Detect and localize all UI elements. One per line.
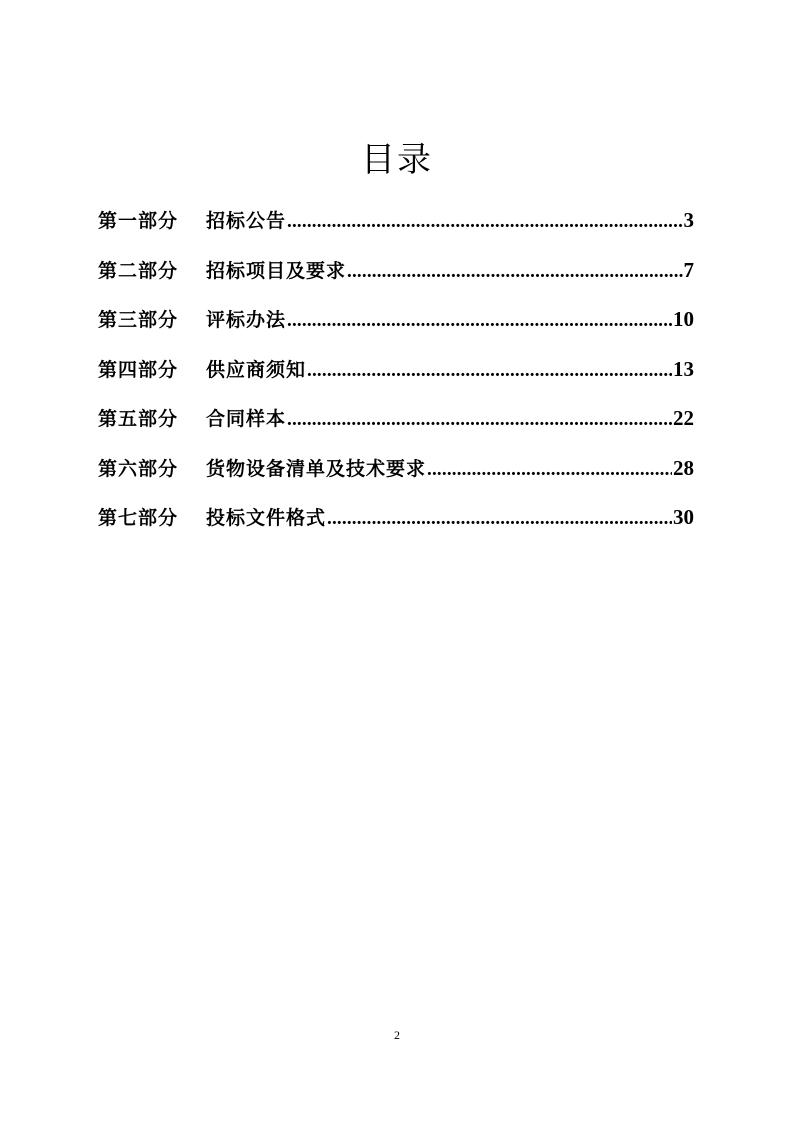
toc-entry-1[interactable] <box>98 205 694 255</box>
toc-entry-5[interactable] <box>98 403 694 453</box>
toc-part-label: 第一部分 <box>98 210 179 232</box>
toc-part-label: 第六部分 <box>98 457 179 480</box>
toc-entry-2[interactable] <box>98 255 694 305</box>
footer-page-number: 2 <box>394 1028 400 1042</box>
toc-page-number: 28 <box>673 455 694 480</box>
toc-part-label: 第五部分 <box>98 408 179 430</box>
toc-dot-leader <box>287 306 672 336</box>
toc-entry-3[interactable] <box>98 304 694 354</box>
toc-page-number: 13 <box>673 356 694 381</box>
toc-dot-leader <box>307 356 672 386</box>
toc-dot-leader <box>287 405 672 435</box>
toc-dot-leader <box>287 207 682 237</box>
toc-section-title: 评标办法 <box>206 309 287 331</box>
toc-page-number: 22 <box>673 406 694 430</box>
toc-section-title: 招标项目及要求 <box>206 259 347 282</box>
toc-part-label: 第三部分 <box>98 309 179 331</box>
toc-page-number: 7 <box>683 257 694 282</box>
toc-page-number: 10 <box>673 307 694 331</box>
toc-dot-leader <box>427 455 672 485</box>
page-title: 目录 <box>361 140 433 180</box>
toc-part-label: 第四部分 <box>98 358 179 381</box>
toc-section-title: 货物设备清单及技术要求 <box>206 457 427 480</box>
toc-dot-leader <box>347 257 682 287</box>
toc-entry-7[interactable] <box>98 502 694 552</box>
toc-part-label: 第二部分 <box>98 259 179 282</box>
toc-dot-leader <box>327 504 672 534</box>
toc-section-title: 合同样本 <box>206 408 287 430</box>
toc-page-number: 3 <box>683 208 694 232</box>
toc-section-title: 投标文件格式 <box>206 507 327 529</box>
toc-entry-6[interactable] <box>98 453 694 503</box>
toc-entry-4[interactable] <box>98 354 694 404</box>
table-of-contents <box>98 205 694 552</box>
toc-section-title: 供应商须知 <box>206 358 307 381</box>
toc-page-number: 30 <box>673 505 694 529</box>
toc-part-label: 第七部分 <box>98 507 179 529</box>
toc-section-title: 招标公告 <box>206 210 287 232</box>
